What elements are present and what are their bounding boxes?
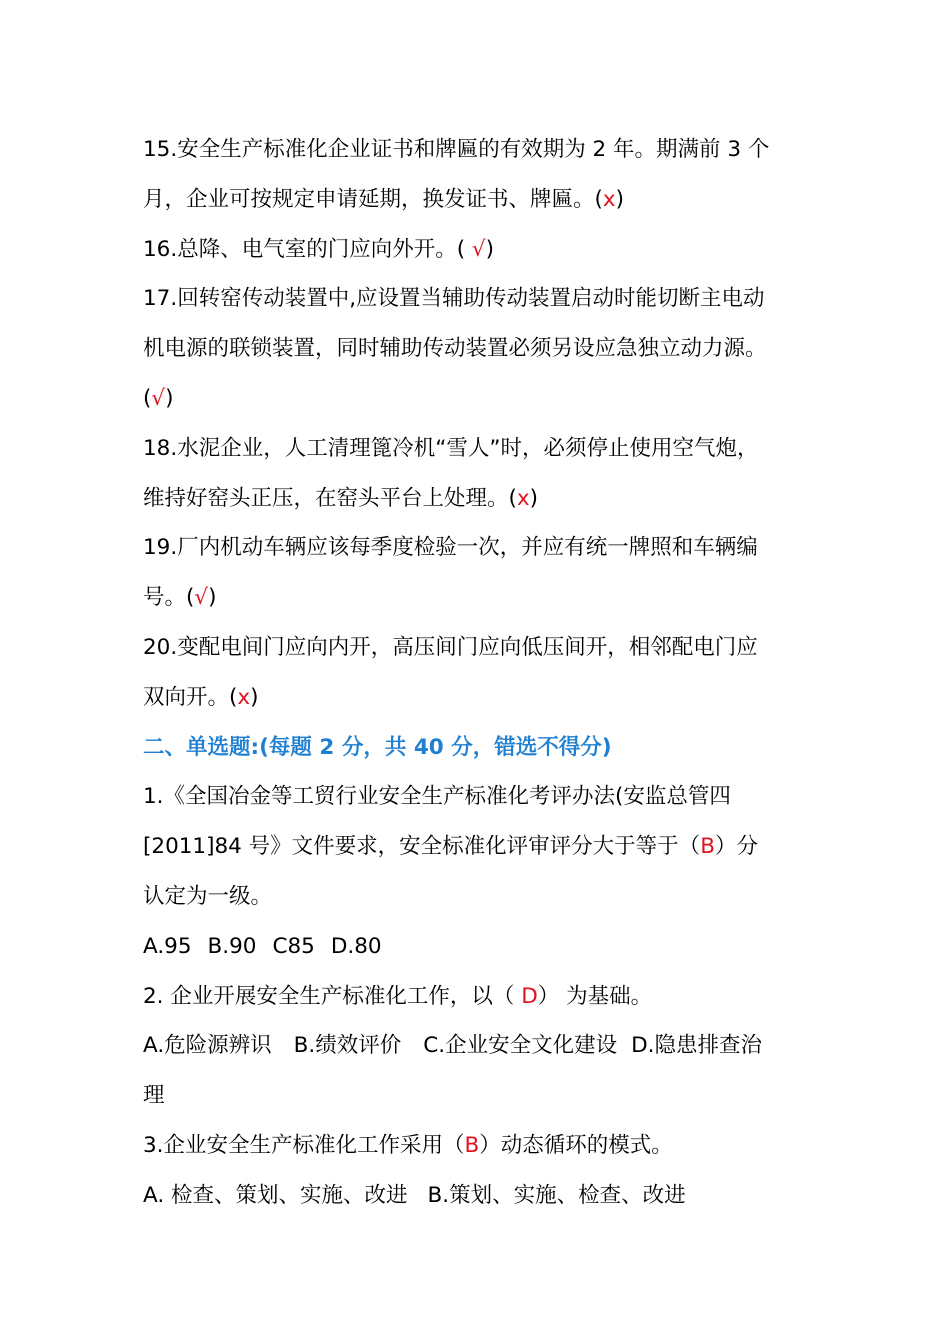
q15-close: ) xyxy=(615,186,625,212)
q15-line2 xyxy=(143,175,813,225)
c3-line xyxy=(143,1121,813,1171)
q20-close: ) xyxy=(250,684,259,710)
c2-options xyxy=(143,1021,813,1071)
c2-option-b: B.绩效评价 xyxy=(293,1033,402,1059)
c3-pre: 3.企业安全生产标准化工作采用（ xyxy=(143,1132,465,1158)
c1-post: ）分 xyxy=(714,834,758,860)
c2-option-d: D.隐患排查治 xyxy=(631,1033,763,1059)
c2-wrap: 理 xyxy=(143,1083,165,1109)
c3-option-a: A. 检查、策划、实施、改进 xyxy=(143,1182,408,1208)
q16-close: ) xyxy=(485,236,495,262)
c2-line xyxy=(143,972,813,1022)
q17-close: ) xyxy=(165,385,174,411)
q19-line2 xyxy=(143,573,813,623)
q15-line1: 15.安全生产标准化企业证书和牌匾的有效期为 2 年。期满前 3 个 xyxy=(143,137,770,162)
c1-line3: 认定为一级。 xyxy=(143,883,273,909)
q20-answer: x xyxy=(237,684,251,710)
q20-text: 双向开。( xyxy=(143,684,238,710)
c1-pre: [2011]84 号》文件要求，安全标准化评审评分大于等于（ xyxy=(143,834,701,860)
c3-option-b: B.策划、实施、检查、改进 xyxy=(427,1182,686,1208)
q19-line1: 19.厂内机动车辆应该每季度检验一次，并应有统一牌照和车辆编 xyxy=(143,535,758,561)
q15-text: 月，企业可按规定申请延期，换发证书、牌匾。( xyxy=(143,186,603,212)
q19-answer: √ xyxy=(194,585,209,611)
q18-text: 维持好窑头正压，在窑头平台上处理。( xyxy=(143,485,517,511)
c1-answer: B xyxy=(700,834,715,860)
q18-line2 xyxy=(143,474,813,524)
document-body xyxy=(143,125,813,1221)
q18-close: ) xyxy=(529,485,539,511)
c1-option-c: C85 xyxy=(272,933,315,959)
c2-answer: D xyxy=(521,983,538,1009)
c1-options xyxy=(143,922,813,972)
c2-post: ） 为基础。 xyxy=(537,983,653,1009)
c3-options xyxy=(143,1171,813,1221)
q19-close: ) xyxy=(208,585,217,611)
c2-option-c: C.企业安全文化建设 xyxy=(423,1033,618,1059)
c1-option-b: B.90 xyxy=(207,933,257,959)
c3-answer: B xyxy=(464,1132,480,1158)
q17-line1: 17.回转窑传动装置中,应设置当辅助传动装置启动时能切断主电动 xyxy=(143,286,765,312)
q20-line1: 20.变配电间门应向内开，高压间门应向低压间开，相邻配电门应 xyxy=(143,634,758,660)
q17-open: ( xyxy=(143,385,152,411)
q15-answer: x xyxy=(602,186,616,212)
section2-heading: 二、单选题:(每题 2 分，共 40 分，错选不得分) xyxy=(143,734,612,760)
q16-answer: √ xyxy=(471,236,486,262)
q20-line2 xyxy=(143,673,813,723)
q17-answer: √ xyxy=(151,385,166,411)
c1-option-a: A.95 xyxy=(143,933,192,959)
c3-post: ）动态循环的模式。 xyxy=(479,1132,673,1158)
c1-option-d: D.80 xyxy=(330,933,382,959)
q18-line1: 18.水泥企业，人工清理篦冷机“雪人”时，必须停止使用空气炮， xyxy=(143,435,759,461)
c2-option-a: A.危险源辨识 xyxy=(143,1033,272,1059)
q19-text: 号。( xyxy=(143,585,195,611)
q18-answer: x xyxy=(516,485,530,511)
c2-pre: 2. 企业开展安全生产标准化工作，以（ xyxy=(143,983,522,1009)
q17-line3 xyxy=(143,374,813,424)
c1-line2 xyxy=(143,822,813,872)
q16-text: 16.总降、电气室的门应向外开。( xyxy=(143,236,472,262)
q17-line2: 机电源的联锁装置，同时辅助传动装置必须另设应急独立动力源。 xyxy=(143,336,767,362)
c1-line1: 1.《全国冶金等工贸行业安全生产标准化考评办法(安监总管四 xyxy=(143,784,731,810)
q16-line xyxy=(143,225,813,275)
